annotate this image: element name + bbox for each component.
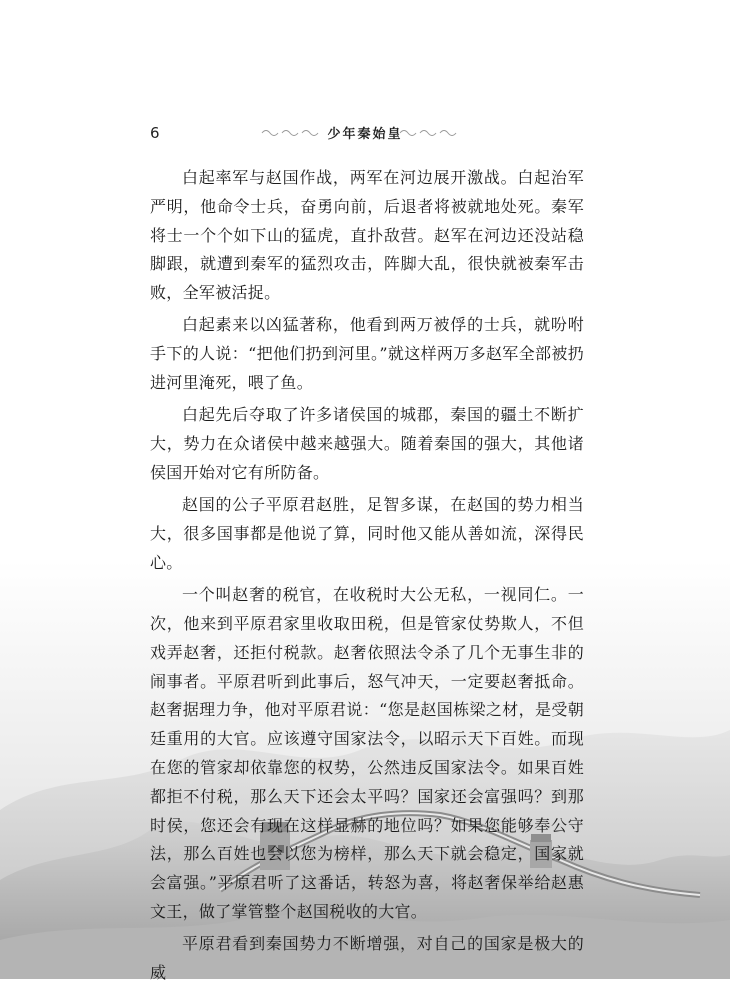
paragraph: 一个叫赵奢的税官，在收税时大公无私，一视同仁。一次，他来到平原君家里收取田税，但是管家仗势欺人，不但戏弄赵奢，还拒付税款。赵奢依照法令杀了几个无事生非的闹事者。平原君听到此事后，怒气冲天，一定要赵奢抵命。赵奢据理力争，他对平原君说：“您是赵国栋梁之材，是受朝廷重用的大官。应该遵守国家法令，以昭示天下百姓。而现在您的管家却依靠您的权势，公然违反国家法令。如果百姓都拒不付税，那么天下还会太平吗？国家还会富强吗？到那时侯，您还会有现在这样显赫的地位吗？如果您能够奉公守法，那么百姓也会以您为榜样，那么天下就会稳定，国家就会富强。”平原君听了这番话，转怒为喜，将赵奢保举给赵惠文王，做了掌管整个赵国税收的大官。 — [150, 585, 584, 921]
ornament-right-icon — [398, 128, 460, 138]
page-header — [0, 122, 730, 146]
paragraph: 白起率军与赵国作战，两军在河边展开激战。白起治军严明，他命令士兵，奋勇向前，后退者将被就地处死。秦军将士一个个如下山的猛虎，直扑敌营。赵军在河边还没站稳脚跟，就遭到秦军的猛烈攻击，阵脚大乱，很快就被秦军击败，全军被活捉。 — [150, 168, 584, 303]
running-title: 少年秦始皇 — [327, 127, 403, 142]
page-number: 6 — [150, 124, 160, 142]
paragraph: 白起素来以凶猛著称，他看到两万被俘的士兵，就吩咐手下的人说：“把他们扔到河里。”就这样两万多赵军全部被扔进河里淹死，喂了鱼。 — [150, 315, 584, 393]
body-text — [150, 164, 584, 991]
paragraph: 白起先后夺取了许多诸侯国的城郡，秦国的疆土不断扩大，势力在众诸侯中越来越强大。随着秦国的强大，其他诸侯国开始对它有所防备。 — [150, 405, 584, 482]
paragraph: 平原君看到秦国势力不断增强，对自己的国家是极大的威 — [150, 934, 584, 983]
paragraph: 赵国的公子平原君赵胜，足智多谋，在赵国的势力相当大，很多国事都是他说了算，同时他又能从善如流，深得民心。 — [150, 495, 584, 572]
